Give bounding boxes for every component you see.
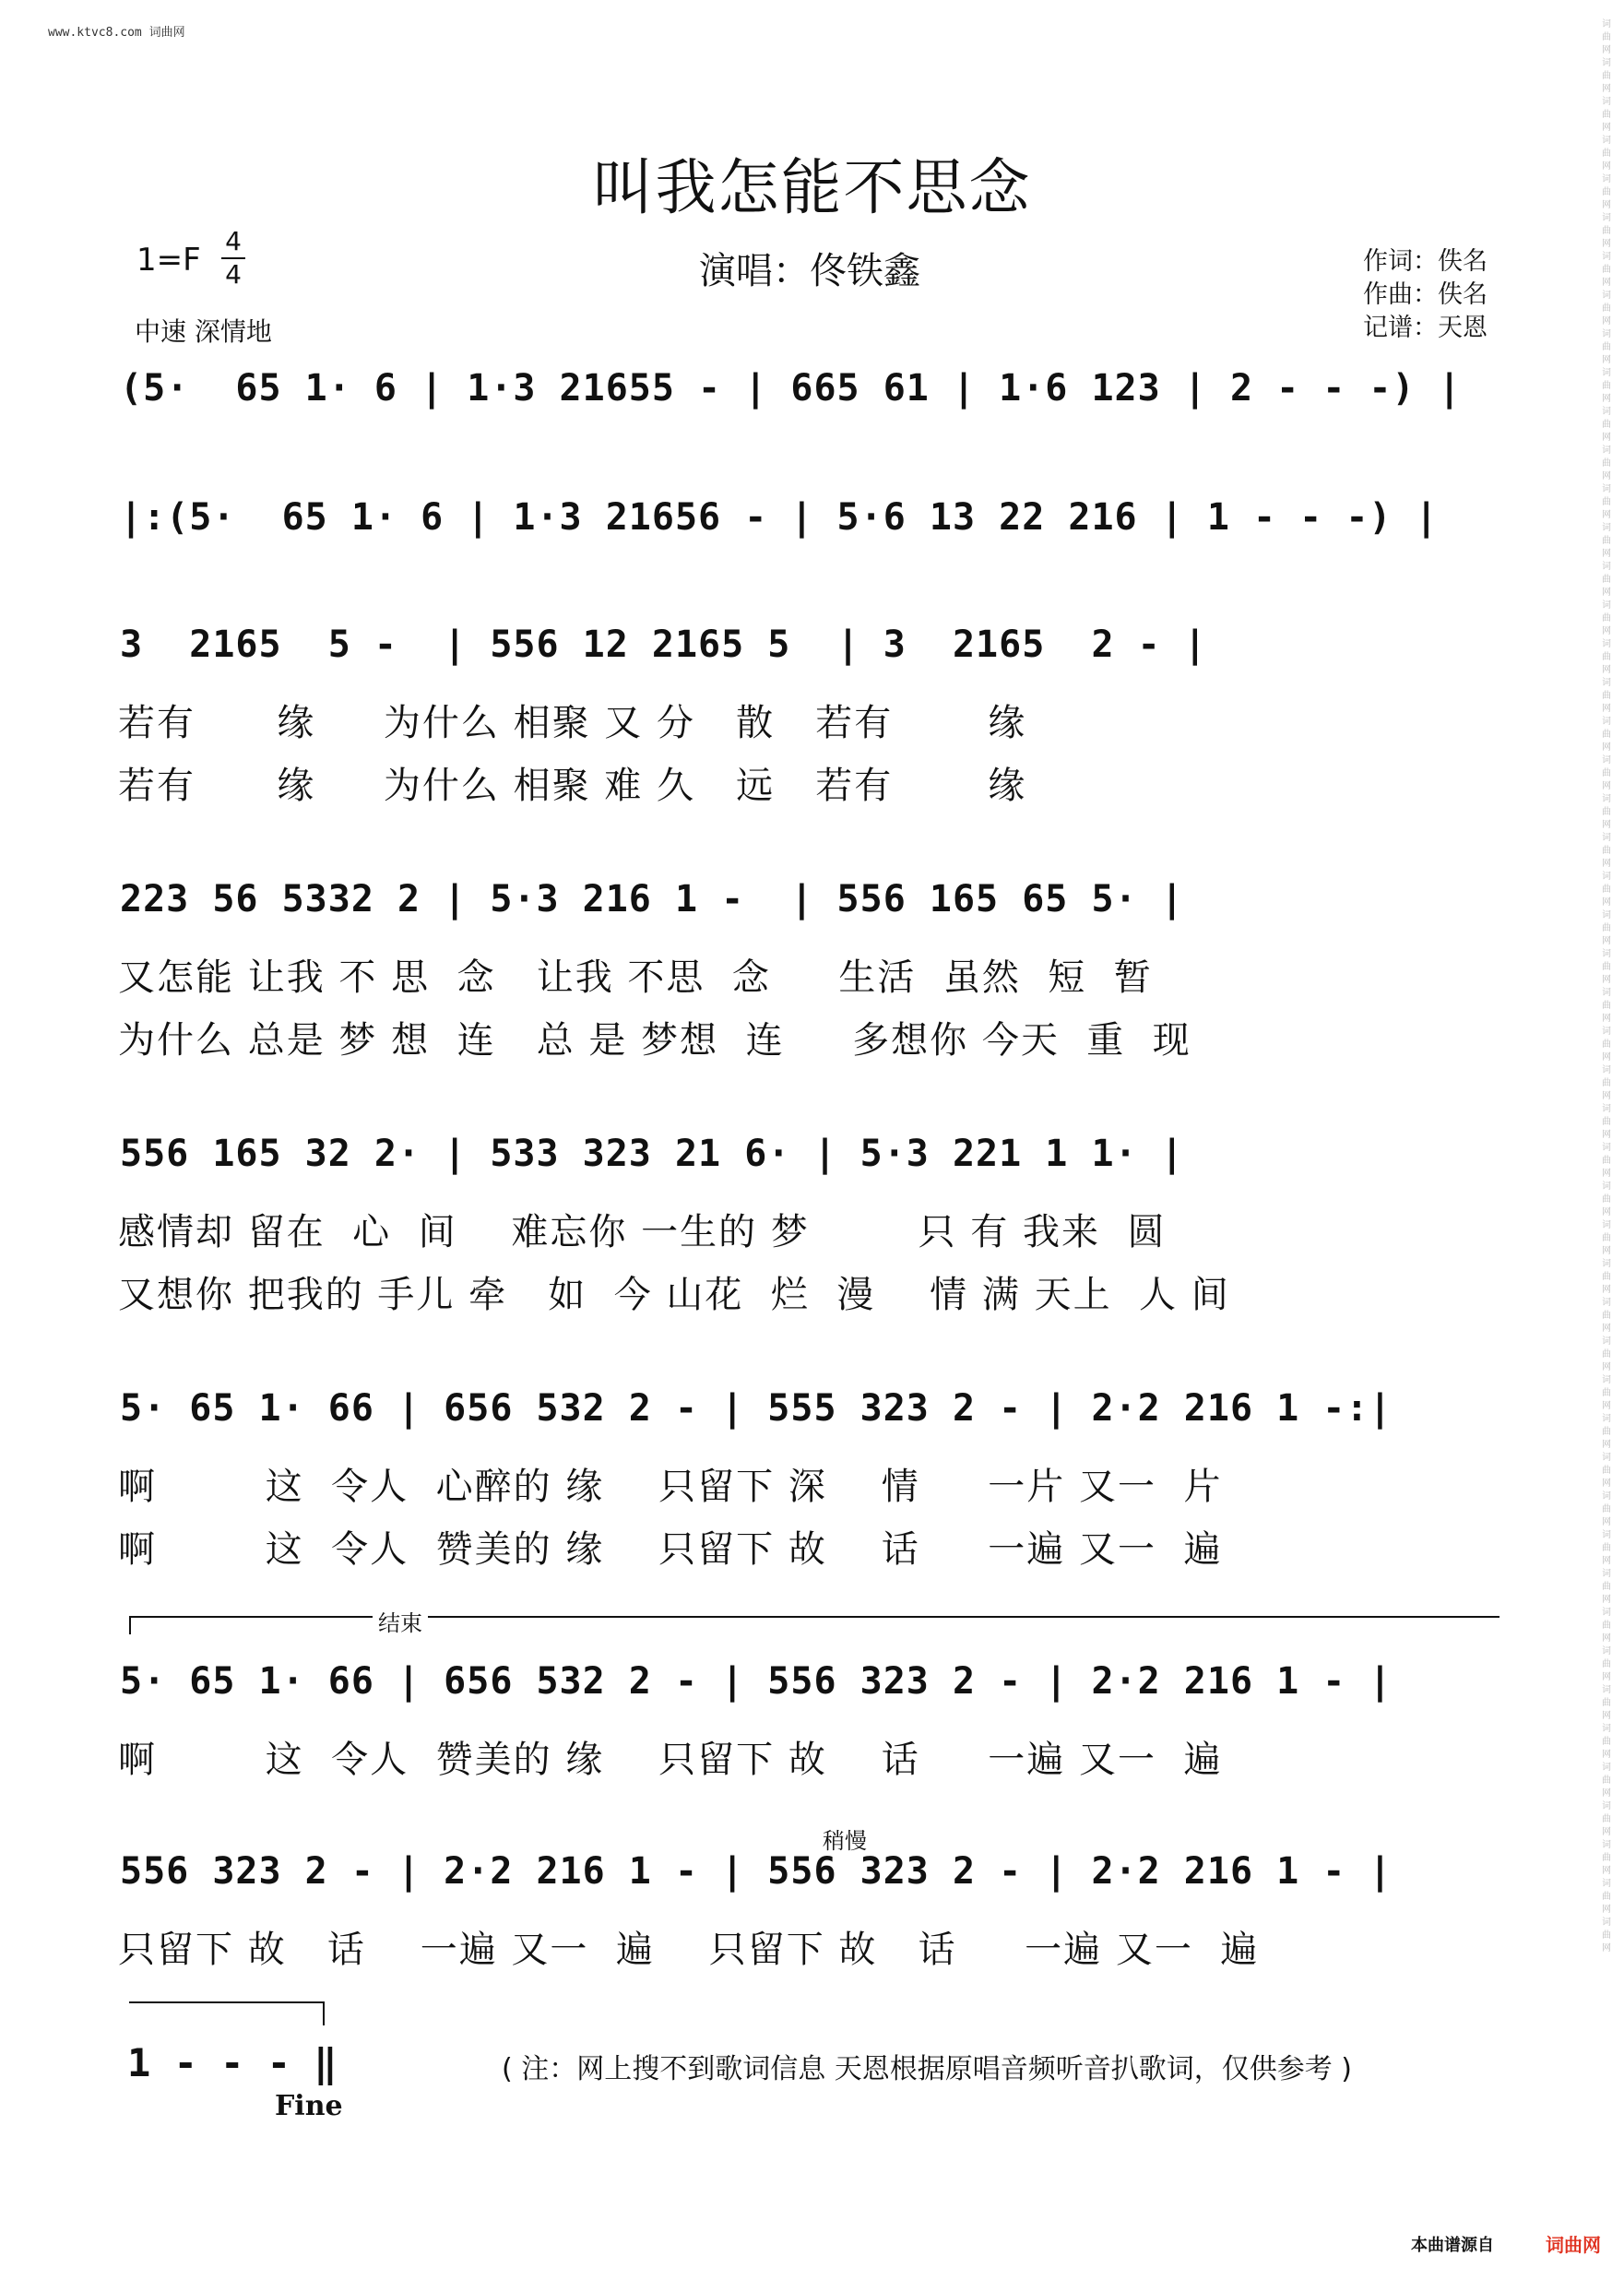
composer-credit: 作曲：佚名 (1363, 280, 1488, 309)
transcriber-credit: 记谱：天恩 (1363, 314, 1488, 342)
final-tie-tick (323, 2001, 325, 2025)
ending-bracket (129, 1616, 1500, 1618)
score-line-7: 5· 65 1· 66 | 656 532 2 - | 556 323 2 - | 2·2 216 1 - | (120, 1660, 1393, 1703)
ending-bracket-tick (129, 1616, 131, 1634)
lyric-line-4-verse-1: 又怎能 让我 不 思 念 让我 不思 念 生活 虽然 短 暂 (118, 956, 1153, 999)
lyric-line-8: 只留下 故 话 一遍 又一 遍 只留下 故 话 一遍 又一 遍 (118, 1929, 1260, 1971)
final-measure: 1 - - - ‖ (127, 2040, 338, 2085)
lyric-line-3-verse-1: 若有 缘 为什么 相聚 又 分 散 若有 缘 (118, 702, 1027, 744)
tempo-marking: 中速 深情地 (135, 316, 272, 347)
lyric-line-5-verse-2: 又想你 把我的 手儿 牵 如 今 山花 烂 漫 情 满 天上 人 间 (118, 1274, 1230, 1316)
site-url[interactable]: www.ktvc8.com 词曲网 (48, 26, 185, 40)
side-watermark: 词曲网词曲网词曲网词曲网词曲网词曲网词曲网词曲网词曲网词曲网词曲网词曲网词曲网词曲网词曲网词曲网词曲网词曲网词曲网词曲网词曲网词曲网词曲网词曲网词曲网词曲网词曲网词曲网词曲网词曲网词曲网词曲网词曲网词曲网词曲网词曲网词曲网词曲网词曲网词曲网词曲网词曲网词曲网词曲网词曲网词曲网词曲网词曲网词曲网词曲网 (1602, 19, 1611, 1953)
footer-brand-link[interactable]: 词曲网 (1546, 2234, 1601, 2256)
score-line-4: 223 56 5332 2 | 5·3 216 1 - | 556 165 65 5· | (120, 878, 1184, 920)
credits-block (1363, 245, 1488, 345)
key-signature: 1=F (136, 242, 201, 279)
fine-marking: Fine (275, 2090, 343, 2122)
singer-credit: 演唱：佟铁鑫 (699, 250, 920, 292)
score-line-8: 556 323 2 - | 2·2 216 1 - | 556 323 2 - | 2·2 216 1 - | (120, 1850, 1393, 1893)
lyric-line-6-verse-2: 啊 这 令人 赞美的 缘 只留下 故 话 一遍 又一 遍 (118, 1528, 1223, 1571)
time-bottom: 4 (225, 259, 242, 290)
final-tie (129, 2001, 323, 2003)
slow-marking: 稍慢 (823, 1828, 867, 1854)
lyricist-credit: 作词：佚名 (1363, 247, 1488, 276)
score-line-5: 556 165 32 2· | 533 323 21 6· | 5·3 221 1 1· | (120, 1133, 1184, 1175)
score-line-6: 5· 65 1· 66 | 656 532 2 - | 555 323 2 - | 2·2 216 1 -:| (120, 1387, 1393, 1430)
time-signature (218, 226, 249, 291)
transcriber-note: ( 注：网上搜不到歌词信息 天恩根据原唱音频听音扒歌词，仅供参考 ) (502, 2053, 1353, 2085)
ending-label: 结束 (373, 1605, 428, 1637)
lyric-line-4-verse-2: 为什么 总是 梦 想 连 总 是 梦想 连 多想你 今天 重 现 (118, 1019, 1191, 1062)
lyric-line-5-verse-1: 感情却 留在 心 间 难忘你 一生的 梦 只 有 我来 圆 (118, 1211, 1167, 1253)
time-top: 4 (225, 226, 242, 256)
footer-source: 本曲谱源自 (1411, 2236, 1494, 2255)
score-line-3: 3 2165 5 - | 556 12 2165 5 | 3 2165 2 - | (120, 623, 1207, 666)
lyric-line-3-verse-2: 若有 缘 为什么 相聚 难 久 远 若有 缘 (118, 765, 1027, 807)
score-line-intro-2: |:(5· 65 1· 6 | 1·3 21656 - | 5·6 13 22 216 | 1 - - -) | (120, 496, 1439, 539)
lyric-line-7: 啊 这 令人 赞美的 缘 只留下 故 话 一遍 又一 遍 (118, 1739, 1223, 1781)
score-line-intro-1: (5· 65 1· 6 | 1·3 21655 - | 665 61 | 1·6 123 | 2 - - -) | (120, 367, 1462, 410)
lyric-line-6-verse-1: 啊 这 令人 心醉的 缘 只留下 深 情 一片 又一 片 (118, 1466, 1223, 1508)
song-title: 叫我怎能不思念 (592, 152, 1032, 223)
